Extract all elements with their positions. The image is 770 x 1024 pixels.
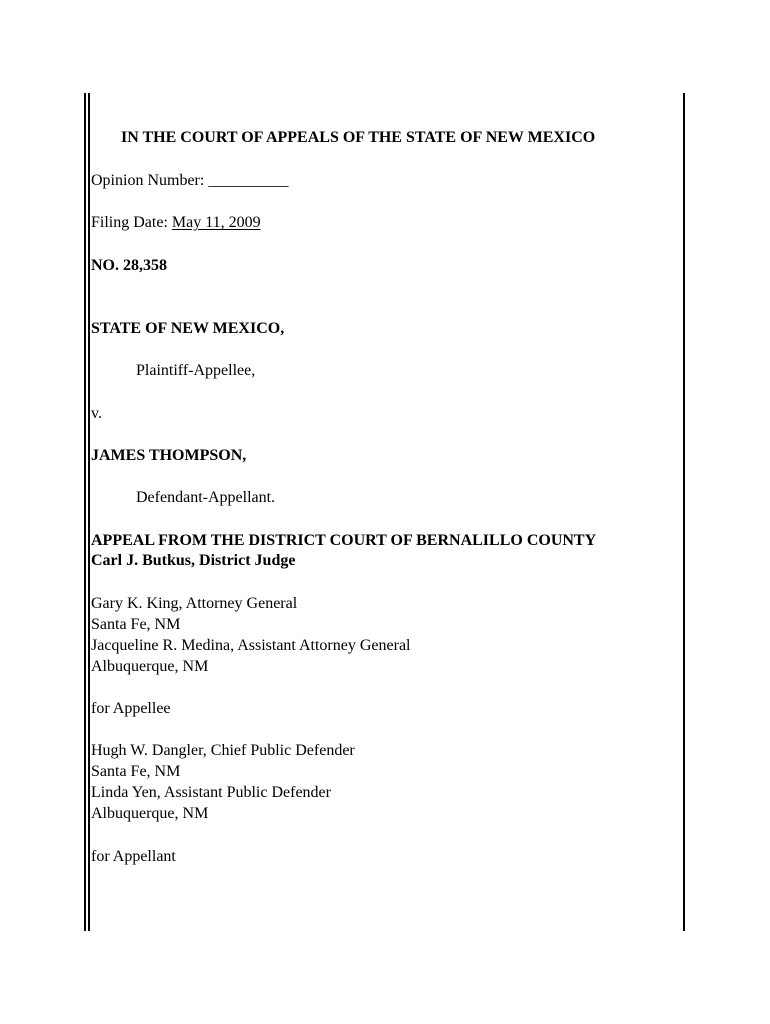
filing-date-label: Filing Date: — [91, 214, 168, 231]
defendant-role: Defendant-Appellant. — [136, 489, 276, 506]
appellant-counsel-line: Albuquerque, NM — [91, 805, 209, 822]
plaintiff-role: Plaintiff-Appellee, — [136, 362, 256, 379]
appellee-counsel-line: Santa Fe, NM — [91, 616, 181, 633]
appellant-counsel-line: Hugh W. Dangler, Chief Public Defender — [91, 742, 355, 759]
appeal-line: APPEAL FROM THE DISTRICT COURT OF BERNALILLO COUNTY — [91, 532, 597, 549]
opinion-number-value: __________ — [208, 172, 289, 189]
appellee-counsel-line: Albuquerque, NM — [91, 658, 209, 675]
court-heading: IN THE COURT OF APPEALS OF THE STATE OF NEW MEXICO — [121, 129, 596, 146]
judge-line: Carl J. Butkus, District Judge — [91, 552, 296, 569]
appellee-counsel-line: Gary K. King, Attorney General — [91, 595, 298, 612]
appellant-counsel-line: Santa Fe, NM — [91, 763, 181, 780]
left-margin-rule-inner — [88, 93, 90, 931]
filing-date-value: May 11, 2009 — [171, 214, 261, 231]
appellant-counsel-line: Linda Yen, Assistant Public Defender — [91, 784, 331, 801]
docket-number: NO. 28,358 — [91, 257, 167, 274]
plaintiff-name: STATE OF NEW MEXICO, — [91, 320, 285, 337]
for-appellant: for Appellant — [91, 848, 176, 865]
versus: v. — [91, 405, 102, 422]
right-margin-rule — [683, 93, 685, 931]
for-appellee: for Appellee — [91, 700, 171, 717]
defendant-name: JAMES THOMPSON, — [91, 447, 247, 464]
appellee-counsel-line: Jacqueline R. Medina, Assistant Attorney General — [91, 637, 411, 654]
opinion-number-label: Opinion Number: — [91, 172, 205, 189]
opinion-number-line — [91, 171, 288, 191]
left-margin-rule — [84, 93, 86, 931]
filing-date-line — [91, 213, 261, 233]
